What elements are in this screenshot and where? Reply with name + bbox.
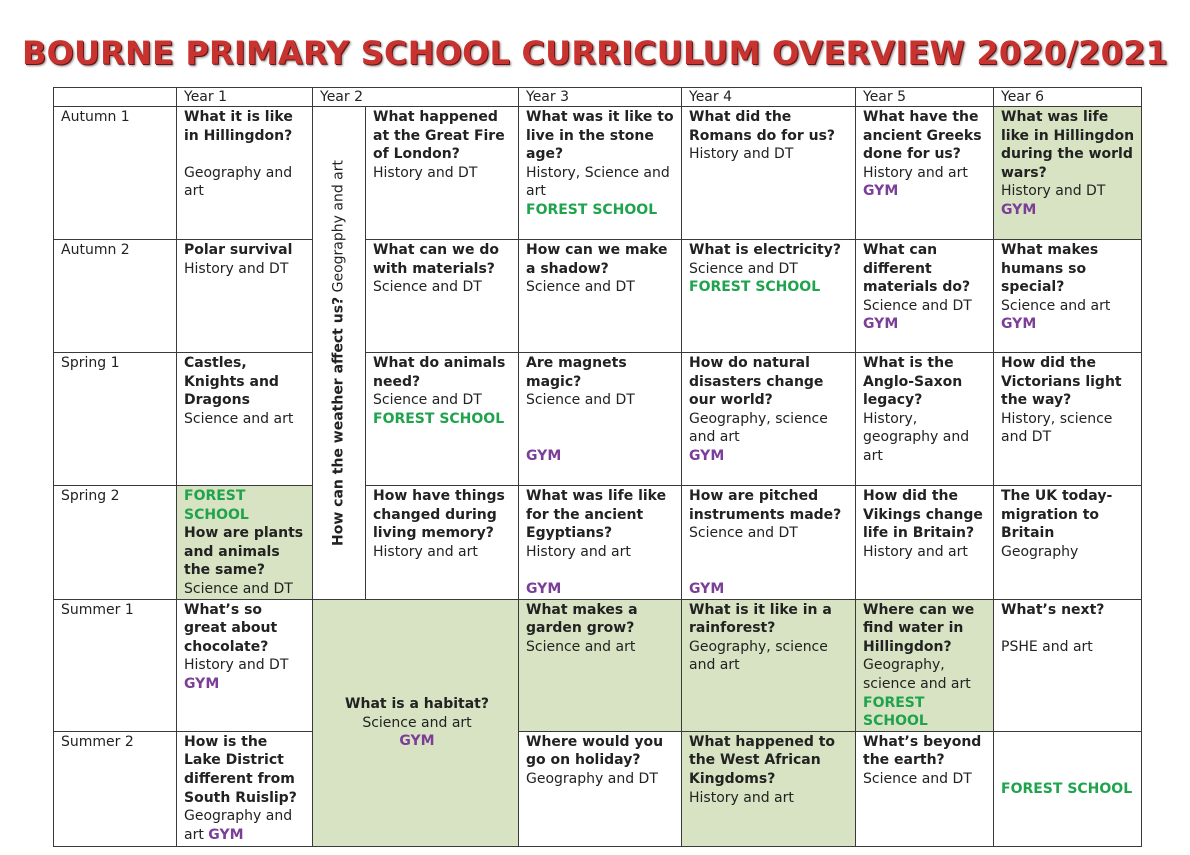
topic-question: How have things changed during living memory?	[373, 488, 505, 542]
topic-subjects: Science and art	[362, 714, 472, 731]
topic-question: What was it like to live in the stone age?	[526, 109, 674, 163]
row-autumn-2	[54, 240, 1142, 353]
cell-spring2-year5	[856, 486, 994, 600]
topic-question: The UK today-migration to Britain	[1001, 488, 1113, 542]
topic-question: How is the Lake District different from South Ruislip?	[184, 733, 297, 806]
topic-question: What happened at the Great Fire of London?	[373, 109, 505, 163]
topic-subjects: History and DT	[184, 657, 289, 674]
gym-tag: GYM	[399, 733, 435, 750]
gym-tag: GYM	[863, 183, 899, 200]
topic-question: Where can we find water in Hillingdon?	[863, 601, 975, 655]
topic-question: How are pitched instruments made?	[689, 488, 842, 523]
term-label: Summer 1	[54, 599, 177, 731]
topic-question: What is a habitat?	[345, 696, 489, 713]
topic-subjects: History, science and DT	[1001, 410, 1113, 446]
row-summer-1	[54, 599, 1142, 731]
topic-question: How do natural disasters change our world?	[689, 355, 824, 409]
cell-spring1-year6	[994, 353, 1142, 486]
topic-subjects: Science and DT	[373, 279, 482, 296]
cell-autumn1-year2	[366, 107, 519, 240]
cell-autumn1-year3	[519, 107, 682, 240]
forest-school-tag: FOREST SCHOOL	[184, 488, 249, 523]
cell-spring2-year2	[366, 486, 519, 600]
topic-subjects: History and art	[689, 789, 794, 806]
cell-summer2-year4	[682, 731, 856, 846]
header-year-4: Year 4	[682, 88, 856, 107]
topic-question: What can we do with materials?	[373, 242, 499, 277]
cell-autumn2-year6	[994, 240, 1142, 353]
topic-question: What’s beyond the earth?	[863, 733, 982, 769]
term-label: Spring 2	[54, 486, 177, 600]
topic-subjects: Science and DT	[689, 525, 798, 542]
cell-autumn1-year4	[682, 107, 856, 240]
gym-tag: GYM	[863, 316, 899, 333]
gym-tag: GYM	[689, 580, 725, 597]
gym-tag: GYM	[1001, 201, 1037, 218]
cell-summer1-year5	[856, 599, 994, 731]
topic-question: What is the Anglo-Saxon legacy?	[863, 355, 963, 409]
forest-school-tag: FOREST SCHOOL	[526, 201, 658, 218]
cell-spring1-year2	[366, 353, 519, 486]
topic-question: What’s next?	[1001, 601, 1105, 618]
topic-subjects: History and DT	[689, 146, 794, 163]
header-year-5: Year 5	[856, 88, 994, 107]
cell-autumn1-year5	[856, 107, 994, 240]
cell-autumn2-year4	[682, 240, 856, 353]
cell-summer1-year4	[682, 599, 856, 731]
header-year-6: Year 6	[994, 88, 1142, 107]
cell-summer2-year5	[856, 731, 994, 846]
cell-summer1-year1	[177, 599, 313, 731]
year2-weather-cell	[313, 107, 366, 600]
cell-spring1-year1	[177, 353, 313, 486]
forest-school-tag: FOREST SCHOOL	[373, 410, 505, 427]
row-spring-1	[54, 353, 1142, 486]
cell-spring1-year5	[856, 353, 994, 486]
header-year-1: Year 1	[177, 88, 313, 107]
topic-question: Where would you go on holiday?	[526, 733, 664, 769]
topic-question: What was life like for the ancient Egyptians?	[526, 488, 667, 542]
topic-question: What have the ancient Greeks done for us?	[863, 109, 982, 163]
topic-subjects: Geography, science and art	[863, 657, 971, 692]
topic-question: What makes humans so special?	[1001, 242, 1099, 296]
cell-summer2-year6	[994, 731, 1142, 846]
cell-autumn2-year5	[856, 240, 994, 353]
forest-school-tag: FOREST SCHOOL	[689, 279, 821, 296]
topic-subjects: Science and DT	[526, 392, 635, 409]
topic-subjects: History and art	[373, 543, 478, 560]
topic-question: Castles, Knights and Dragons	[184, 355, 279, 409]
topic-subjects: Science and art	[184, 410, 294, 427]
cell-spring2-year6	[994, 486, 1142, 600]
topic-subjects: Science and art	[1001, 297, 1111, 314]
row-autumn-1	[54, 107, 1142, 240]
topic-subjects: History and art	[863, 543, 968, 560]
topic-question: What did the Romans do for us?	[689, 109, 836, 144]
topic-subjects: Geography	[1001, 543, 1079, 560]
topic-subjects: Science and art	[526, 638, 636, 655]
topic-question: How are plants and animals the same?	[184, 525, 304, 579]
topic-question: What was life like in Hillingdon during the world wars?	[1001, 109, 1135, 181]
topic-subjects: History and DT	[184, 260, 289, 277]
topic-question: What is it like in a rainforest?	[689, 601, 832, 637]
header-row	[54, 88, 1142, 107]
topic-subjects: History, Science and art	[526, 164, 670, 200]
topic-question: Are magnets magic?	[526, 355, 627, 390]
cell-spring1-year3	[519, 353, 682, 486]
topic-subjects: History and DT	[373, 164, 478, 181]
cell-autumn2-year2	[366, 240, 519, 353]
cell-summer2-year3	[519, 731, 682, 846]
cell-autumn2-year1	[177, 240, 313, 353]
topic-question: What makes a garden grow?	[526, 601, 638, 637]
topic-subjects: Geography and art	[184, 164, 293, 200]
cell-summer1-year3	[519, 599, 682, 731]
cell-autumn1-year1	[177, 107, 313, 240]
gym-tag: GYM	[689, 447, 725, 464]
header-year-3: Year 3	[519, 88, 682, 107]
forest-school-tag: FOREST SCHOOL	[863, 694, 928, 730]
topic-subjects: Geography, science and art	[689, 410, 828, 446]
cell-spring2-year3	[519, 486, 682, 600]
topic-question: How did the Victorians light the way?	[1001, 355, 1122, 409]
topic-question: What can different materials do?	[863, 242, 971, 296]
topic-subjects: Science and DT	[526, 279, 635, 296]
row-spring-2	[54, 486, 1142, 600]
cell-summer1-year6	[994, 599, 1142, 731]
topic-subjects: Science and DT	[184, 580, 293, 597]
page-title: BOURNE PRIMARY SCHOOL CURRICULUM OVERVIEW 2020/2021	[22, 34, 1168, 72]
cell-summer2-year1	[177, 731, 313, 846]
term-label: Spring 1	[54, 353, 177, 486]
topic-question: How did the Vikings change life in Britain?	[863, 488, 983, 542]
term-label: Summer 2	[54, 731, 177, 846]
topic-subjects: Science and DT	[689, 260, 798, 277]
forest-school-tag: FOREST SCHOOL	[1001, 780, 1133, 797]
topic-question: Polar survival	[184, 242, 293, 258]
topic-subjects: Geography, science and art	[689, 638, 828, 674]
topic-subjects: History and art	[526, 543, 631, 560]
cell-spring2-year1	[177, 486, 313, 600]
gym-tag: GYM	[184, 675, 220, 692]
header-year-2: Year 2	[313, 88, 519, 107]
year2-habitat-cell	[313, 599, 519, 846]
topic-question: What is electricity?	[689, 242, 841, 258]
topic-subjects: Science and DT	[863, 770, 972, 787]
gym-tag: GYM	[1001, 316, 1037, 333]
cell-autumn2-year3	[519, 240, 682, 353]
topic-question: What’s so great about chocolate?	[184, 601, 278, 655]
topic-question: What happened to the West African Kingdoms?	[689, 733, 836, 787]
topic-subjects: Geography and art GYM	[184, 808, 293, 843]
topic-question: What it is like in Hillingdon?	[184, 109, 293, 144]
row-summer-2	[54, 731, 1142, 846]
cell-spring1-year4	[682, 353, 856, 486]
topic-subjects: Science and DT	[373, 392, 482, 409]
topic-subjects: History and DT	[1001, 183, 1106, 200]
corner-cell	[54, 88, 177, 107]
curriculum-table	[53, 87, 1142, 847]
gym-tag: GYM	[526, 447, 562, 464]
term-label: Autumn 1	[54, 107, 177, 240]
topic-question: How can we make a shadow?	[526, 242, 668, 277]
topic-subjects: History, geography and art	[863, 410, 970, 464]
cell-autumn1-year6	[994, 107, 1142, 240]
cell-spring2-year4	[682, 486, 856, 600]
term-label: Autumn 2	[54, 240, 177, 353]
topic-subjects: PSHE and art	[1001, 638, 1093, 655]
topic-subjects: Science and DT	[863, 297, 972, 314]
topic-subjects: History and art	[863, 164, 968, 181]
year2-weather-text: How can the weather affect us? Geography and art	[330, 159, 347, 546]
gym-tag: GYM	[208, 826, 244, 843]
topic-subjects: Geography and DT	[526, 770, 658, 787]
gym-tag: GYM	[526, 580, 562, 597]
topic-question: What do animals need?	[373, 355, 506, 390]
